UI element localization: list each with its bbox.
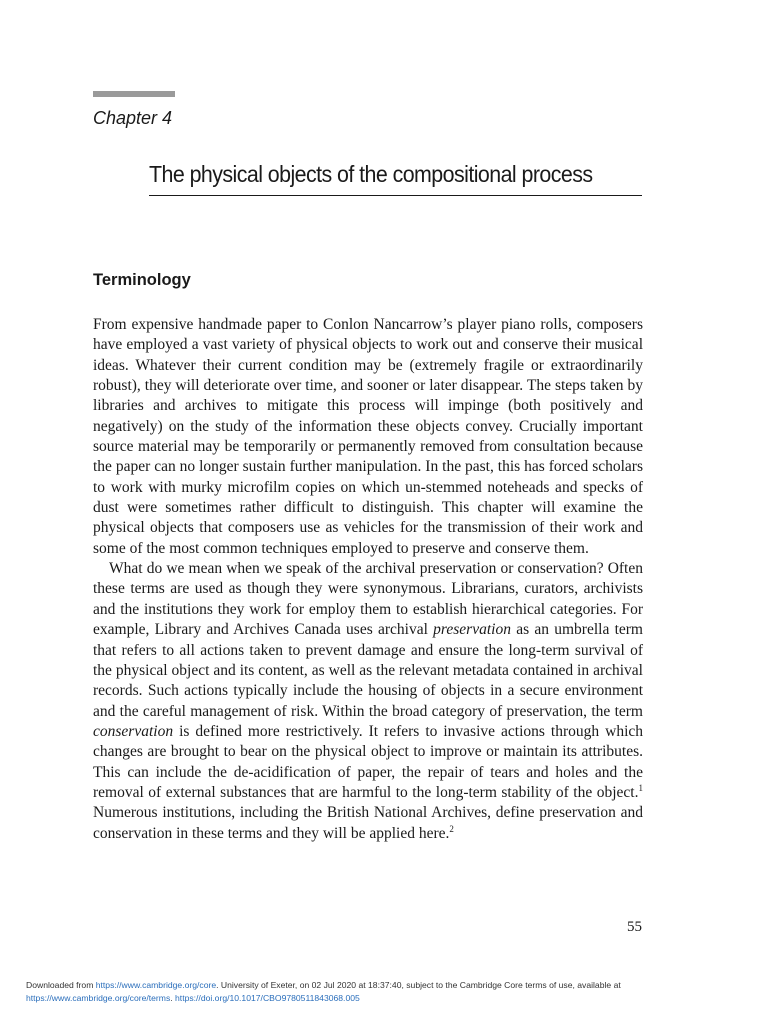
footer-prefix: Downloaded from <box>26 980 96 990</box>
footnote-ref-1[interactable]: 1 <box>638 782 643 793</box>
section-heading: Terminology <box>93 271 191 289</box>
paragraph-2-part-3: is defined more restrictively. It refers to invasive actions through which changes are brought to bear on the physical object to improve or maintain its attributes. This can include the de-acidification of paper, the repair of tears and holes and the removal of external substances that are harmful to the long-term stability of the object. <box>93 722 643 801</box>
paragraph-2-part-2: as an umbrella term that refers to all actions taken to prevent damage and ensure the long-term survival of the physical object and its content, as well as the relevant metadata contained in archival records. Such actions typically include the housing of objects in a secure environment and the careful management of risk. Within the broad category of preservation, the term <box>93 621 643 720</box>
page-number: 55 <box>627 919 642 935</box>
paragraph-2 <box>93 559 643 844</box>
term-conservation: conservation <box>93 722 174 740</box>
doi-link[interactable]: https://doi.org/10.1017/CBO9780511843068.005 <box>175 992 360 1003</box>
chapter-label: Chapter 4 <box>93 108 173 128</box>
footer-line-1 <box>26 979 746 992</box>
title-rule <box>149 195 642 196</box>
footer-access-text: . University of Exeter, on 02 Jul 2020 at 18:37:40, subject to the Cambridge Core terms of use, available at <box>216 980 621 990</box>
chapter-marker-bar <box>93 91 175 97</box>
terms-link[interactable]: https://www.cambridge.org/core/terms <box>26 992 171 1003</box>
paragraph-2-part-4: Numerous institutions, including the British National Archives, define preservation and conservation in these terms and they will be applied here. <box>93 804 643 842</box>
chapter-title: The physical objects of the compositional process <box>149 161 593 187</box>
footnote-ref-2[interactable]: 2 <box>449 823 454 834</box>
body-text <box>93 315 643 844</box>
download-footer <box>26 979 746 1004</box>
paragraph-2-part-1: What do we mean when we speak of the archival preservation or conservation? Often these terms are used as though they were synonymous. Librarians, curators, archivists and the institutions they work for employ them to establish hierarchical categories. For example, Library and Archives Canada uses archival <box>93 560 643 639</box>
footer-separator: . <box>170 992 176 1003</box>
term-preservation: preservation <box>433 621 511 639</box>
paragraph-1: From expensive handmade paper to Conlon Nancarrow’s player piano rolls, composers have employed a vast variety of physical objects to work out and conserve their musical ideas. Whatever their current condition may be (extremely fragile or extraordinarily robust), they will deteriorate over time, and sooner or later disappear. The steps taken by libraries and archives to mitigate this process will impinge (both positively and negatively) on the study of the information these objects convey. Crucially important source material may be temporarily or permanently removed from consultation because the paper can no longer sustain further manipulation. In the past, this has forced scholars to work with murky microfilm copies on which un-stemmed noteheads and specks of dust were sometimes rather difficult to distinguish. This chapter will examine the physical objects that composers use as vehicles for the transmission of their work and some of the most common techniques employed to preserve and conserve them. <box>93 316 643 557</box>
cambridge-core-link[interactable]: https://www.cambridge.org/core <box>95 980 217 990</box>
footer-line-2 <box>26 992 746 1005</box>
